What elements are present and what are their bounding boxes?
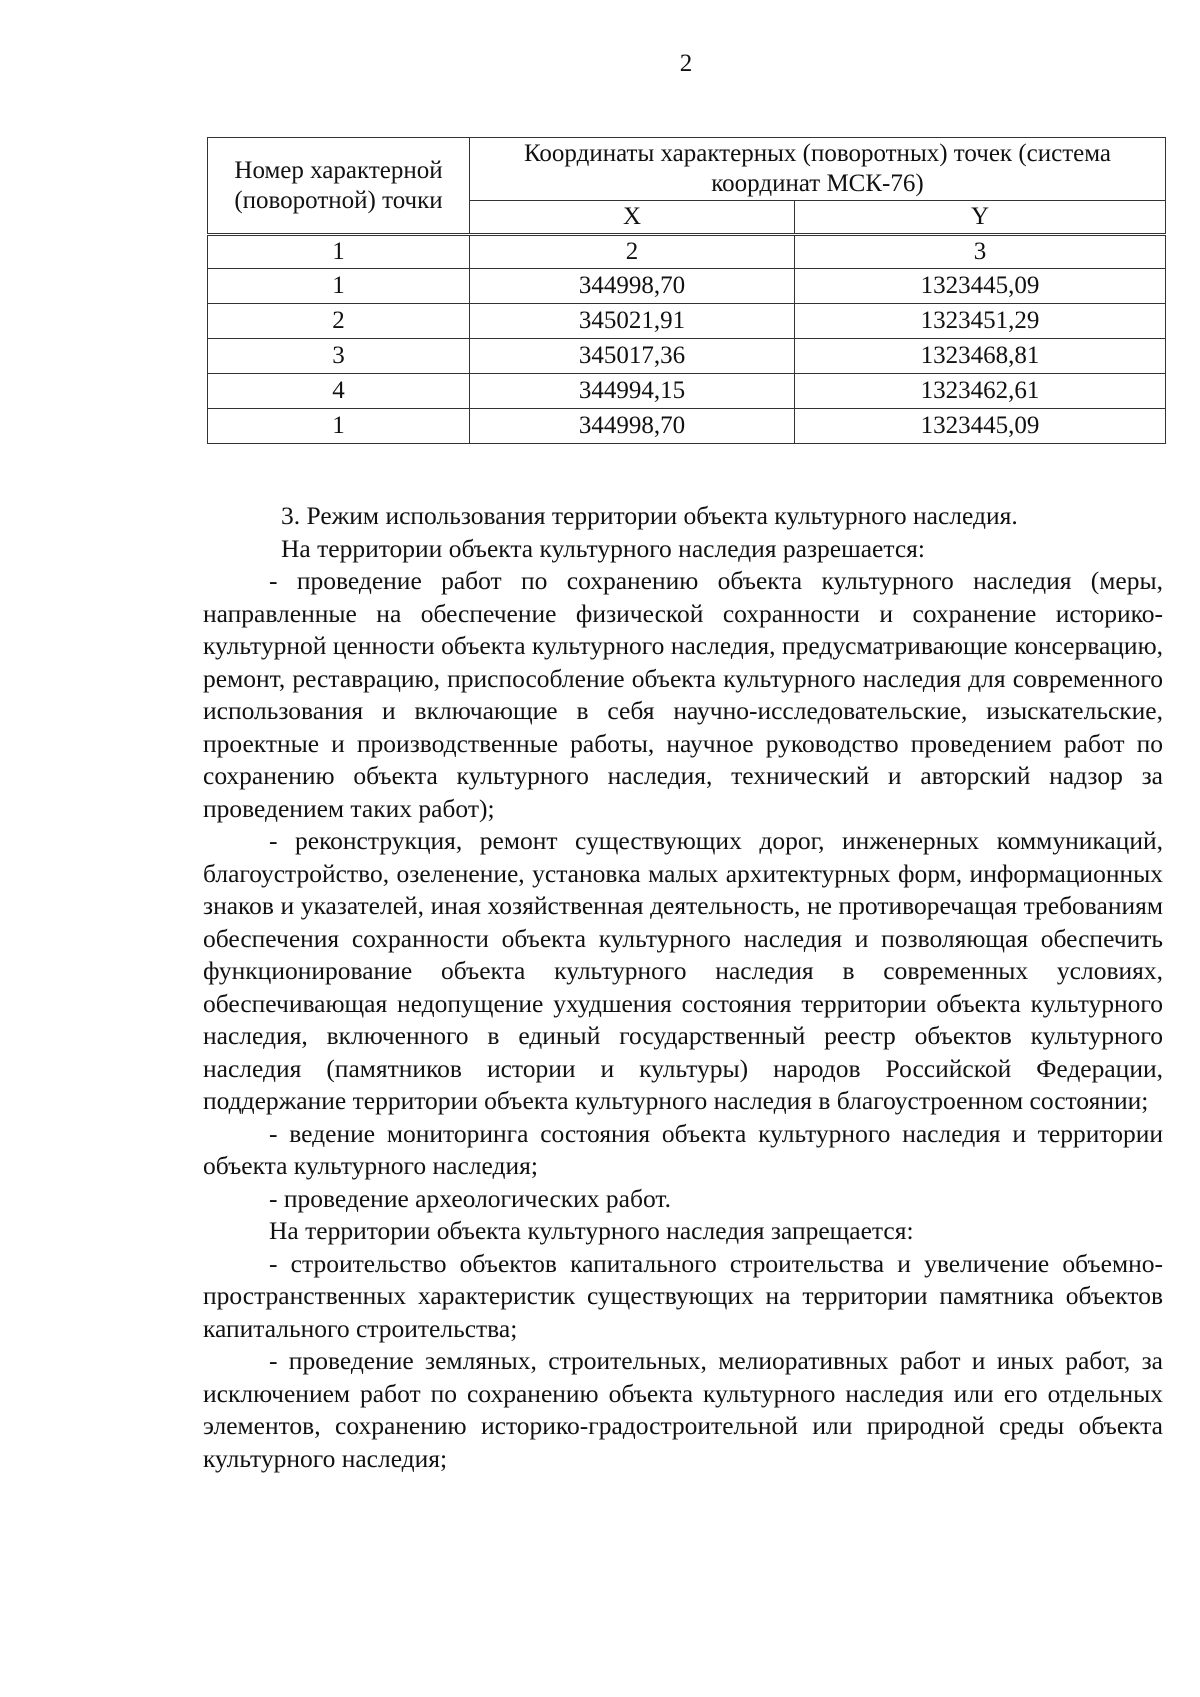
page-number: 2 <box>679 50 693 77</box>
header-coordinates: Координаты характерных (поворотных) точек (система координат МСК-76) <box>470 138 1166 201</box>
point-cell: 4 <box>208 374 470 409</box>
y-cell: 1323445,09 <box>795 409 1166 444</box>
column-number: 2 <box>470 235 795 269</box>
x-cell: 344998,70 <box>470 269 795 304</box>
table-row <box>208 339 1166 374</box>
table-row <box>208 374 1166 409</box>
x-cell: 345017,36 <box>470 339 795 374</box>
table-header-row <box>208 138 1166 201</box>
table-numbering-row <box>208 235 1166 269</box>
list-item: - проведение археологических работ. <box>269 1183 671 1213</box>
x-cell: 344994,15 <box>470 374 795 409</box>
list-item: - проведение работ по сохранению объекта культурного наследия (меры, направленные на обеспечение физической сохранности и сохранение историко-культурной ценности объекта культурного наследия, предусматривающие консервацию, ремонт, реставрацию, приспособление объекта культурного наследия для современного использования и включающие в себя научно-исследовательские, изыскательские, проектные и производственные работы, научное руководство проведением работ по сохранению объекта культурного наследия, технический и авторский надзор за проведением таких работ); <box>203 566 1163 823</box>
table-row <box>208 269 1166 304</box>
column-number: 1 <box>208 235 470 269</box>
y-cell: 1323451,29 <box>795 304 1166 339</box>
section-heading: 3. Режим использования территории объекта культурного наследия. <box>281 501 1018 530</box>
body-text <box>203 500 1163 1475</box>
table-row <box>208 304 1166 339</box>
x-cell: 345021,91 <box>470 304 795 339</box>
header-x: X <box>470 201 795 235</box>
header-y: Y <box>795 201 1166 235</box>
header-point-number: Номер характерной (поворотной) точки <box>208 138 470 235</box>
list-item: - проведение земляных, строительных, мелиоративных работ и иных работ, за исключением работ по сохранению объекта культурного наследия или его отдельных элементов, сохранению историко-градостроительной или природной среды объекта культурного наследия; <box>203 1346 1163 1473</box>
y-cell: 1323445,09 <box>795 269 1166 304</box>
paragraph: На территории объекта культурного наследия запрещается: <box>269 1216 914 1245</box>
y-cell: 1323468,81 <box>795 339 1166 374</box>
point-cell: 3 <box>208 339 470 374</box>
coordinates-table <box>207 137 1166 444</box>
y-cell: 1323462,61 <box>795 374 1166 409</box>
column-number: 3 <box>795 235 1166 269</box>
x-cell: 344998,70 <box>470 409 795 444</box>
point-cell: 2 <box>208 304 470 339</box>
table-row <box>208 409 1166 444</box>
point-cell: 1 <box>208 409 470 444</box>
list-item: - строительство объектов капитального строительства и увеличение объемно-пространственных характеристик существующих на территории памятника объектов капитального строительства; <box>203 1248 1163 1343</box>
list-item: - реконструкция, ремонт существующих дорог, инженерных коммуникаций, благоустройство, озеленение, установка малых архитектурных форм, информационных знаков и указателей, иная хозяйственная деятельность, не противоречащая требованиям обеспечения сохранности объекта культурного наследия и позволяющая обеспечить функционирование объекта культурного наследия в современных условиях, обеспечивающая недопущение ухудшения состояния территории объекта культурного наследия, включенного в единый государственный реестр объектов культурного наследия (памятников истории и культуры) народов Российской Федерации, поддержание территории объекта культурного наследия в благоустроенном состоянии; <box>203 826 1163 1115</box>
point-cell: 1 <box>208 269 470 304</box>
paragraph: На территории объекта культурного наследия разрешается: <box>281 533 925 563</box>
list-item: - ведение мониторинга состояния объекта культурного наследия и территории объекта культурного наследия; <box>203 1118 1163 1180</box>
